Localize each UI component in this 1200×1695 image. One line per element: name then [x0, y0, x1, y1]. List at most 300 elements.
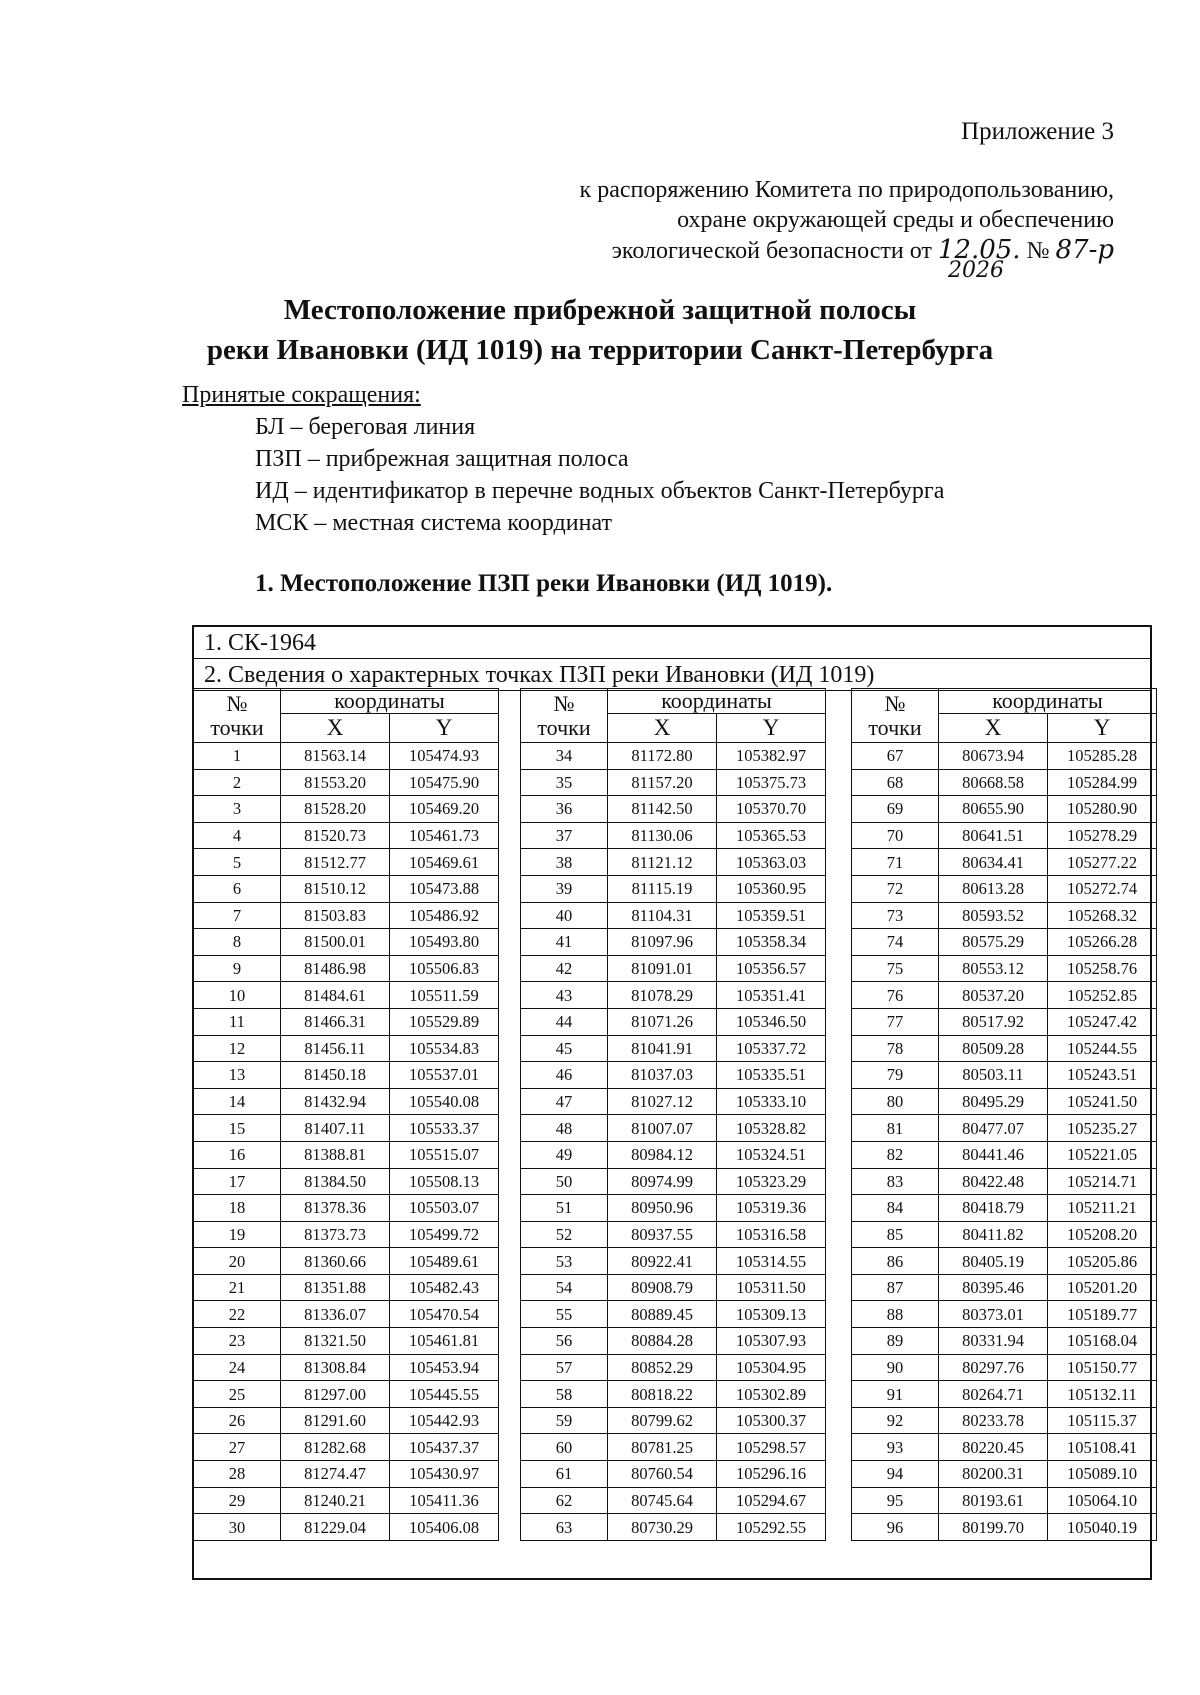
y-coordinate-cell: 105089.10	[1048, 1461, 1157, 1488]
table-row	[521, 1115, 826, 1142]
x-coordinate-cell: 81130.06	[608, 822, 717, 849]
table-row-description: 2. Сведения о характерных точках ПЗП реки Ивановки (ИД 1019)	[194, 659, 1150, 691]
x-coordinate-cell: 81450.18	[281, 1062, 390, 1089]
point-number-cell: 47	[521, 1088, 608, 1115]
point-number-cell: 42	[521, 955, 608, 982]
y-coordinate-cell: 105247.42	[1048, 1008, 1157, 1035]
number-sign: №	[1026, 238, 1050, 264]
x-coordinate-cell: 81240.21	[281, 1487, 390, 1514]
abbreviations-heading: Принятые сокращения:	[182, 382, 421, 408]
col-header-no-sign: №	[226, 690, 248, 716]
abbreviation-item: ПЗП – прибрежная защитная полоса	[255, 446, 629, 472]
y-coordinate-cell: 105132.11	[1048, 1381, 1157, 1408]
x-coordinate-cell: 81528.20	[281, 796, 390, 823]
point-number-cell: 56	[521, 1328, 608, 1355]
y-coordinate-cell: 105470.54	[390, 1301, 499, 1328]
y-coordinate-cell: 105529.89	[390, 1008, 499, 1035]
table-row	[194, 1487, 499, 1514]
x-coordinate-cell: 81037.03	[608, 1062, 717, 1089]
table-row	[521, 849, 826, 876]
y-coordinate-cell: 105382.97	[717, 743, 826, 770]
x-coordinate-cell: 81229.04	[281, 1514, 390, 1541]
point-number-cell: 36	[521, 796, 608, 823]
x-coordinate-cell: 80641.51	[939, 822, 1048, 849]
y-coordinate-cell: 105324.51	[717, 1141, 826, 1168]
table-row	[194, 1115, 499, 1142]
x-coordinate-cell: 80509.28	[939, 1035, 1048, 1062]
x-coordinate-cell: 80908.79	[608, 1274, 717, 1301]
point-number-cell: 48	[521, 1115, 608, 1142]
point-number-cell: 93	[852, 1434, 939, 1461]
y-coordinate-cell: 105316.58	[717, 1221, 826, 1248]
table-row	[852, 1301, 1157, 1328]
y-coordinate-cell: 105292.55	[717, 1514, 826, 1541]
table-row	[194, 1062, 499, 1089]
x-coordinate-cell: 80575.29	[939, 929, 1048, 956]
point-number-cell: 77	[852, 1008, 939, 1035]
x-coordinate-cell: 81351.88	[281, 1274, 390, 1301]
x-coordinate-cell: 81510.12	[281, 875, 390, 902]
section-title: 1. Местоположение ПЗП реки Ивановки (ИД 1019).	[255, 570, 833, 597]
table-row	[521, 1514, 826, 1541]
point-number-cell: 8	[194, 929, 281, 956]
point-number-cell: 96	[852, 1514, 939, 1541]
y-coordinate-cell: 105370.70	[717, 796, 826, 823]
y-coordinate-cell: 105150.77	[1048, 1354, 1157, 1381]
col-header-y: Y	[1048, 714, 1157, 743]
point-number-cell: 35	[521, 769, 608, 796]
x-coordinate-cell: 81432.94	[281, 1088, 390, 1115]
y-coordinate-cell: 105040.19	[1048, 1514, 1157, 1541]
x-coordinate-cell: 80537.20	[939, 982, 1048, 1009]
x-coordinate-cell: 80950.96	[608, 1195, 717, 1222]
table-row	[852, 955, 1157, 982]
table-row	[194, 955, 499, 982]
point-number-cell: 78	[852, 1035, 939, 1062]
x-coordinate-cell: 81373.73	[281, 1221, 390, 1248]
point-number-cell: 21	[194, 1274, 281, 1301]
x-coordinate-cell: 80422.48	[939, 1168, 1048, 1195]
y-coordinate-cell: 105307.93	[717, 1328, 826, 1355]
x-coordinate-cell: 80264.71	[939, 1381, 1048, 1408]
table-row	[194, 1328, 499, 1355]
point-number-cell: 11	[194, 1008, 281, 1035]
x-coordinate-cell: 81563.14	[281, 743, 390, 770]
table-row	[852, 1381, 1157, 1408]
table-row	[194, 1514, 499, 1541]
point-number-cell: 55	[521, 1301, 608, 1328]
x-coordinate-cell: 80668.58	[939, 769, 1048, 796]
points-table-block-1	[193, 688, 499, 1541]
y-coordinate-cell: 105515.07	[390, 1141, 499, 1168]
table-row	[194, 1407, 499, 1434]
y-coordinate-cell: 105437.37	[390, 1434, 499, 1461]
y-coordinate-cell: 105115.37	[1048, 1407, 1157, 1434]
col-header-point-no	[852, 689, 939, 743]
x-coordinate-cell: 80745.64	[608, 1487, 717, 1514]
table-row	[852, 982, 1157, 1009]
point-number-cell: 79	[852, 1062, 939, 1089]
x-coordinate-cell: 81274.47	[281, 1461, 390, 1488]
y-coordinate-cell: 105359.51	[717, 902, 826, 929]
table-row	[852, 1035, 1157, 1062]
col-header-coordinates: координаты	[939, 689, 1157, 714]
x-coordinate-cell: 81378.36	[281, 1195, 390, 1222]
point-number-cell: 72	[852, 875, 939, 902]
table-row	[521, 1195, 826, 1222]
x-coordinate-cell: 81007.07	[608, 1115, 717, 1142]
x-coordinate-cell: 80233.78	[939, 1407, 1048, 1434]
x-coordinate-cell: 80193.61	[939, 1487, 1048, 1514]
point-number-cell: 2	[194, 769, 281, 796]
y-coordinate-cell: 105311.50	[717, 1274, 826, 1301]
x-coordinate-cell: 81115.19	[608, 875, 717, 902]
table-row	[521, 955, 826, 982]
y-coordinate-cell: 105302.89	[717, 1381, 826, 1408]
y-coordinate-cell: 105201.20	[1048, 1274, 1157, 1301]
table-row	[521, 1035, 826, 1062]
point-number-cell: 29	[194, 1487, 281, 1514]
table-row	[521, 769, 826, 796]
table-row	[194, 849, 499, 876]
order-reference	[580, 175, 1114, 266]
x-coordinate-cell: 81456.11	[281, 1035, 390, 1062]
document-title	[0, 290, 1200, 370]
y-coordinate-cell: 105272.74	[1048, 875, 1157, 902]
x-coordinate-cell: 80937.55	[608, 1221, 717, 1248]
col-header-no-sign: №	[884, 690, 906, 716]
y-coordinate-cell: 105309.13	[717, 1301, 826, 1328]
point-number-cell: 13	[194, 1062, 281, 1089]
point-number-cell: 39	[521, 875, 608, 902]
col-header-point-word: точки	[210, 714, 264, 740]
table-row	[194, 1461, 499, 1488]
y-coordinate-cell: 105461.73	[390, 822, 499, 849]
x-coordinate-cell: 80297.76	[939, 1354, 1048, 1381]
x-coordinate-cell: 80799.62	[608, 1407, 717, 1434]
y-coordinate-cell: 105445.55	[390, 1381, 499, 1408]
handwritten-year: 2026	[948, 258, 1004, 283]
point-number-cell: 49	[521, 1141, 608, 1168]
table-row	[194, 769, 499, 796]
y-coordinate-cell: 105214.71	[1048, 1168, 1157, 1195]
y-coordinate-cell: 105469.20	[390, 796, 499, 823]
y-coordinate-cell: 105473.88	[390, 875, 499, 902]
y-coordinate-cell: 105537.01	[390, 1062, 499, 1089]
x-coordinate-cell: 80884.28	[608, 1328, 717, 1355]
point-number-cell: 83	[852, 1168, 939, 1195]
point-number-cell: 5	[194, 849, 281, 876]
table-row	[521, 1381, 826, 1408]
table-row	[521, 796, 826, 823]
point-number-cell: 94	[852, 1461, 939, 1488]
y-coordinate-cell: 105442.93	[390, 1407, 499, 1434]
x-coordinate-cell: 81336.07	[281, 1301, 390, 1328]
point-number-cell: 46	[521, 1062, 608, 1089]
table-row	[521, 822, 826, 849]
y-coordinate-cell: 105280.90	[1048, 796, 1157, 823]
y-coordinate-cell: 105211.21	[1048, 1195, 1157, 1222]
y-coordinate-cell: 105333.10	[717, 1088, 826, 1115]
table-row	[852, 1434, 1157, 1461]
y-coordinate-cell: 105356.57	[717, 955, 826, 982]
point-number-cell: 53	[521, 1248, 608, 1275]
y-coordinate-cell: 105189.77	[1048, 1301, 1157, 1328]
abbreviations-block	[182, 379, 944, 539]
y-coordinate-cell: 105277.22	[1048, 849, 1157, 876]
table-row	[852, 929, 1157, 956]
y-coordinate-cell: 105346.50	[717, 1008, 826, 1035]
point-number-cell: 70	[852, 822, 939, 849]
point-number-cell: 25	[194, 1381, 281, 1408]
point-number-cell: 88	[852, 1301, 939, 1328]
point-number-cell: 28	[194, 1461, 281, 1488]
table-row	[521, 1328, 826, 1355]
x-coordinate-cell: 81121.12	[608, 849, 717, 876]
abbreviation-item: БЛ – береговая линия	[255, 414, 476, 440]
table-row	[521, 1434, 826, 1461]
y-coordinate-cell: 105499.72	[390, 1221, 499, 1248]
y-coordinate-cell: 105064.10	[1048, 1487, 1157, 1514]
point-number-cell: 6	[194, 875, 281, 902]
table-row	[521, 743, 826, 770]
point-number-cell: 37	[521, 822, 608, 849]
point-number-cell: 73	[852, 902, 939, 929]
x-coordinate-cell: 80730.29	[608, 1514, 717, 1541]
x-coordinate-cell: 80373.01	[939, 1301, 1048, 1328]
x-coordinate-cell: 80477.07	[939, 1115, 1048, 1142]
y-coordinate-cell: 105486.92	[390, 902, 499, 929]
point-number-cell: 30	[194, 1514, 281, 1541]
table-row	[194, 1088, 499, 1115]
y-coordinate-cell: 105482.43	[390, 1274, 499, 1301]
table-row	[194, 1221, 499, 1248]
y-coordinate-cell: 105294.67	[717, 1487, 826, 1514]
table-row	[521, 1088, 826, 1115]
point-number-cell: 14	[194, 1088, 281, 1115]
y-coordinate-cell: 105461.81	[390, 1328, 499, 1355]
table-row	[852, 796, 1157, 823]
point-number-cell: 84	[852, 1195, 939, 1222]
point-number-cell: 80	[852, 1088, 939, 1115]
table-row	[852, 1088, 1157, 1115]
x-coordinate-cell: 80495.29	[939, 1088, 1048, 1115]
x-coordinate-cell: 80984.12	[608, 1141, 717, 1168]
point-number-cell: 76	[852, 982, 939, 1009]
y-coordinate-cell: 105258.76	[1048, 955, 1157, 982]
y-coordinate-cell: 105506.83	[390, 955, 499, 982]
point-number-cell: 82	[852, 1141, 939, 1168]
x-coordinate-cell: 80922.41	[608, 1248, 717, 1275]
x-coordinate-cell: 81097.96	[608, 929, 717, 956]
table-row	[194, 1434, 499, 1461]
x-coordinate-cell: 80418.79	[939, 1195, 1048, 1222]
table-row	[521, 929, 826, 956]
order-line-1: к распоряжению Комитета по природопользованию,	[579, 177, 1114, 203]
point-number-cell: 24	[194, 1354, 281, 1381]
point-number-cell: 23	[194, 1328, 281, 1355]
y-coordinate-cell: 105360.95	[717, 875, 826, 902]
point-number-cell: 59	[521, 1407, 608, 1434]
y-coordinate-cell: 105493.80	[390, 929, 499, 956]
table-row	[194, 1381, 499, 1408]
table-row	[521, 1248, 826, 1275]
x-coordinate-cell: 80331.94	[939, 1328, 1048, 1355]
point-number-cell: 19	[194, 1221, 281, 1248]
table-row	[194, 1248, 499, 1275]
x-coordinate-cell: 80613.28	[939, 875, 1048, 902]
x-coordinate-cell: 80553.12	[939, 955, 1048, 982]
point-number-cell: 10	[194, 982, 281, 1009]
x-coordinate-cell: 80503.11	[939, 1062, 1048, 1089]
x-coordinate-cell: 80760.54	[608, 1461, 717, 1488]
point-number-cell: 75	[852, 955, 939, 982]
y-coordinate-cell: 105375.73	[717, 769, 826, 796]
y-coordinate-cell: 105168.04	[1048, 1328, 1157, 1355]
point-number-cell: 3	[194, 796, 281, 823]
table-row	[194, 875, 499, 902]
abbreviation-item: МСК – местная система координат	[255, 510, 612, 536]
y-coordinate-cell: 105285.28	[1048, 743, 1157, 770]
col-header-y: Y	[717, 714, 826, 743]
point-number-cell: 44	[521, 1008, 608, 1035]
y-coordinate-cell: 105205.86	[1048, 1248, 1157, 1275]
table-row	[194, 982, 499, 1009]
title-line-2: реки Ивановки (ИД 1019) на территории Санкт-Петербурга	[206, 334, 994, 366]
x-coordinate-cell: 80818.22	[608, 1381, 717, 1408]
x-coordinate-cell: 81027.12	[608, 1088, 717, 1115]
y-coordinate-cell: 105314.55	[717, 1248, 826, 1275]
y-coordinate-cell: 105430.97	[390, 1461, 499, 1488]
table-row	[852, 1115, 1157, 1142]
table-row	[852, 902, 1157, 929]
table-row	[852, 1195, 1157, 1222]
x-coordinate-cell: 81384.50	[281, 1168, 390, 1195]
col-header-x: X	[608, 714, 717, 743]
x-coordinate-cell: 81520.73	[281, 822, 390, 849]
y-coordinate-cell: 105284.99	[1048, 769, 1157, 796]
point-number-cell: 87	[852, 1274, 939, 1301]
col-header-coordinates: координаты	[281, 689, 499, 714]
order-line-2: охране окружающей среды и обеспечению	[677, 207, 1114, 233]
y-coordinate-cell: 105323.29	[717, 1168, 826, 1195]
y-coordinate-cell: 105533.37	[390, 1115, 499, 1142]
y-coordinate-cell: 105235.27	[1048, 1115, 1157, 1142]
x-coordinate-cell: 81308.84	[281, 1354, 390, 1381]
point-number-cell: 89	[852, 1328, 939, 1355]
table-row	[194, 1301, 499, 1328]
x-coordinate-cell: 81157.20	[608, 769, 717, 796]
y-coordinate-cell: 105365.53	[717, 822, 826, 849]
table-row-coordinate-system: 1. СК-1964	[194, 627, 1150, 659]
x-coordinate-cell: 80655.90	[939, 796, 1048, 823]
y-coordinate-cell: 105474.93	[390, 743, 499, 770]
table-row	[194, 1141, 499, 1168]
table-row	[521, 1221, 826, 1248]
table-row	[194, 1354, 499, 1381]
table-row	[852, 849, 1157, 876]
table-row	[521, 1141, 826, 1168]
point-number-cell: 22	[194, 1301, 281, 1328]
point-number-cell: 43	[521, 982, 608, 1009]
table-row	[852, 1008, 1157, 1035]
point-number-cell: 20	[194, 1248, 281, 1275]
point-number-cell: 54	[521, 1274, 608, 1301]
y-coordinate-cell: 105241.50	[1048, 1088, 1157, 1115]
y-coordinate-cell: 105304.95	[717, 1354, 826, 1381]
x-coordinate-cell: 81041.91	[608, 1035, 717, 1062]
x-coordinate-cell: 80974.99	[608, 1168, 717, 1195]
x-coordinate-cell: 81486.98	[281, 955, 390, 982]
point-number-cell: 95	[852, 1487, 939, 1514]
x-coordinate-cell: 80199.70	[939, 1514, 1048, 1541]
y-coordinate-cell: 105337.72	[717, 1035, 826, 1062]
x-coordinate-cell: 80517.92	[939, 1008, 1048, 1035]
point-number-cell: 51	[521, 1195, 608, 1222]
table-row	[521, 1461, 826, 1488]
y-coordinate-cell: 105540.08	[390, 1088, 499, 1115]
col-header-x: X	[281, 714, 390, 743]
y-coordinate-cell: 105296.16	[717, 1461, 826, 1488]
x-coordinate-cell: 80395.46	[939, 1274, 1048, 1301]
y-coordinate-cell: 105358.34	[717, 929, 826, 956]
x-coordinate-cell: 80781.25	[608, 1434, 717, 1461]
y-coordinate-cell: 105319.36	[717, 1195, 826, 1222]
table-row	[194, 929, 499, 956]
table-row	[852, 1274, 1157, 1301]
y-coordinate-cell: 105503.07	[390, 1195, 499, 1222]
col-header-point-word: точки	[868, 714, 922, 740]
col-header-point-no	[521, 689, 608, 743]
col-header-coordinates: координаты	[608, 689, 826, 714]
y-coordinate-cell: 105411.36	[390, 1487, 499, 1514]
y-coordinate-cell: 105268.32	[1048, 902, 1157, 929]
point-number-cell: 69	[852, 796, 939, 823]
handwritten-date: 12.05.	[937, 235, 1021, 265]
y-coordinate-cell: 105244.55	[1048, 1035, 1157, 1062]
x-coordinate-cell: 81407.11	[281, 1115, 390, 1142]
y-coordinate-cell: 105363.03	[717, 849, 826, 876]
point-number-cell: 1	[194, 743, 281, 770]
point-number-cell: 74	[852, 929, 939, 956]
x-coordinate-cell: 80852.29	[608, 1354, 717, 1381]
x-coordinate-cell: 80889.45	[608, 1301, 717, 1328]
y-coordinate-cell: 105252.85	[1048, 982, 1157, 1009]
y-coordinate-cell: 105534.83	[390, 1035, 499, 1062]
table-row	[521, 1062, 826, 1089]
point-number-cell: 38	[521, 849, 608, 876]
x-coordinate-cell: 81484.61	[281, 982, 390, 1009]
table-row	[852, 1354, 1157, 1381]
y-coordinate-cell: 105489.61	[390, 1248, 499, 1275]
y-coordinate-cell: 105406.08	[390, 1514, 499, 1541]
point-number-cell: 58	[521, 1381, 608, 1408]
point-number-cell: 86	[852, 1248, 939, 1275]
points-table-block-3	[851, 688, 1157, 1541]
table-row	[852, 769, 1157, 796]
y-coordinate-cell: 105221.05	[1048, 1141, 1157, 1168]
x-coordinate-cell: 81466.31	[281, 1008, 390, 1035]
table-row	[194, 1035, 499, 1062]
point-number-cell: 26	[194, 1407, 281, 1434]
table-row	[852, 1221, 1157, 1248]
table-row	[521, 875, 826, 902]
y-coordinate-cell: 105243.51	[1048, 1062, 1157, 1089]
appendix-label: Приложение 3	[961, 118, 1114, 145]
point-number-cell: 12	[194, 1035, 281, 1062]
table-row	[521, 1487, 826, 1514]
y-coordinate-cell: 105335.51	[717, 1062, 826, 1089]
